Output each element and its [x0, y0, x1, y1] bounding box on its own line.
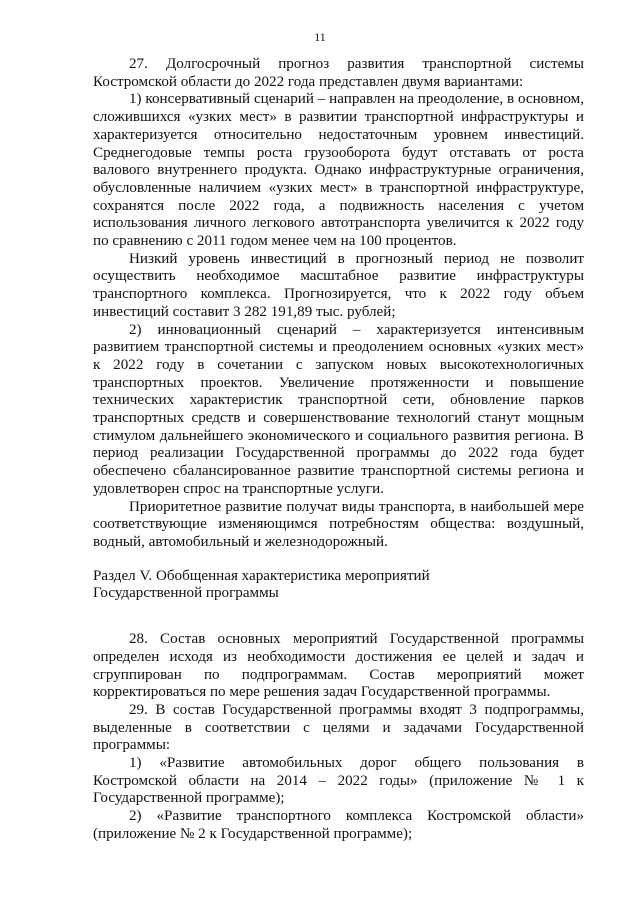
- paragraph-scenario-1: 1) консервативный сценарий – направлен на преодоление, в основном, сложившихся «узких мест» в развитии транспортной инфраструктуры и характеризуется относительно недостаточным уровнем инвестиций. Среднегодовые темпы роста грузооборота будут отставать от роста валового внутреннего продукта. Однако инфраструктурные ограничения, обусловленные наличием «узких мест» в транспортной инфраструктуре, сохранятся после 2022 года, а подвижность населения с учетом использования личного легкового автотранспорта увеличится к 2022 году по сравнению с 2011 годом менее чем на 100 процентов.: [93, 91, 584, 250]
- subprogram-item-2: 2) «Развитие транспортного комплекса Костромской области» (приложение № 2 к Государственной программе);: [93, 808, 584, 842]
- section-heading-line-1: Раздел V. Обобщенная характеристика мероприятий: [93, 567, 430, 584]
- paragraph-investment: Низкий уровень инвестиций в прогнозный период не позволит осуществить необходимое масштабное развитие инфраструктуры транспортного комплекса. Прогнозируется, что к 2022 году объем инвестиций составит 3 282 191,89 тыс. рублей;: [93, 250, 584, 320]
- section-heading: [93, 568, 584, 603]
- paragraph-27: 27. Долгосрочный прогноз развития транспортной системы Костромской области до 2022 года представлен двумя вариантами:: [93, 56, 584, 90]
- paragraph-29: 29. В состав Государственной программы входят 3 подпрограммы, выделенные в соответствии с целями и задачами Государственной программы:: [93, 701, 584, 754]
- paragraph-priority: Приоритетное развитие получат виды транспорта, в наибольшей мере соответствующие изменяющимся потребностям общества: воздушный, водный, автомобильный и железнодорожный.: [93, 498, 584, 550]
- paragraph-28: 28. Состав основных мероприятий Государственной программы определен исходя из необходимости достижения ее целей и задач и сгруппирован по подпрограммам. Состав мероприятий может корректироваться по мере решения задач Государственной программы.: [93, 631, 584, 701]
- subprogram-item-1: 1) «Развитие автомобильных дорог общего пользования в Костромской области на 2014 – 2022 годы» (приложение № 1 к Государственной программе);: [93, 755, 584, 807]
- section-heading-line-2: Государственной программы: [93, 585, 279, 602]
- page-number: 11: [314, 30, 326, 44]
- document-body: [93, 56, 584, 844]
- paragraph-scenario-2: 2) инновационный сценарий – характеризуется интенсивным развитием транспортной системы и преодолением основных «узких мест» к 2022 году в сочетании с запуском новых высокотехнологичных транспортных проектов. Увеличение протяженности и повышение технических характеристик транспортной сети, обновление парков транспортных средств и совершенствование технологий станут мощным стимулом дальнейшего экономического и социального развития региона. В период реализации Государственной программы до 2022 года будет обеспечено сбалансированное развитие транспортной системы региона и удовлетворен спрос на транспортные услуги.: [93, 321, 584, 497]
